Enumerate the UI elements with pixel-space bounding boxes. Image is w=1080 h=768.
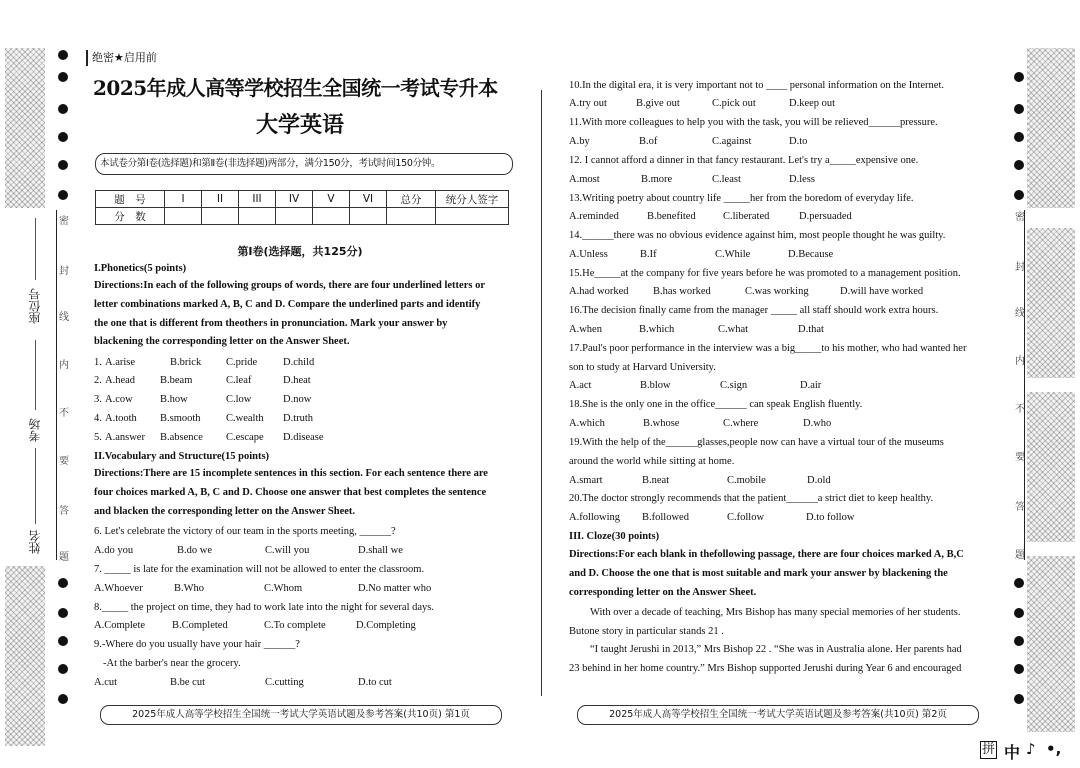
option[interactable]: B.how (160, 394, 188, 405)
score-cell[interactable] (239, 208, 276, 225)
page-subtitle: 大学英语 (255, 112, 344, 138)
question-stem: 13.Writing poetry about country life _____her from the boredom of everyday life. (569, 193, 914, 204)
option[interactable]: A.had worked (569, 286, 629, 297)
option[interactable]: D.heat (283, 375, 311, 386)
option[interactable]: A.arise (105, 357, 136, 368)
score-header-item: V (313, 191, 350, 208)
section1-directions-line: the one that is different from theothers in pronunciation. Mark your answer by (94, 317, 448, 329)
section1-title: I.Phonetics(5 points) (94, 263, 187, 274)
option[interactable]: B.be cut (170, 677, 205, 688)
option[interactable]: B.more (641, 174, 673, 185)
option[interactable]: C.While (715, 249, 751, 260)
option[interactable]: C.will you (265, 545, 310, 556)
option[interactable]: C.leaf (226, 375, 252, 386)
binding-hole (58, 160, 68, 170)
option[interactable]: B.has worked (653, 286, 711, 297)
question-stem: 17.Paul's poor performance in the interview was a big_____to his mother, who had wanted her (569, 343, 967, 354)
option[interactable]: C.least (712, 174, 741, 185)
option[interactable]: A.act (569, 380, 592, 391)
ime-chinese-mode-icon[interactable]: 中 (1004, 743, 1021, 762)
left-seal-char: 内 (59, 360, 69, 371)
score-cell[interactable] (276, 208, 313, 225)
right-seal-char: 封 (1015, 262, 1025, 273)
question-number: 5. (94, 432, 102, 443)
question-stem: 18.She is the only one in the office______ can speak English fluently. (569, 399, 863, 410)
column-divider (541, 90, 542, 696)
q8-options (94, 619, 514, 633)
score-header-item: 总分 (387, 191, 436, 208)
question-stem: 19.With the help of the______glasses,people now can have a virtual tour of the museums (569, 437, 944, 448)
option[interactable]: B.Who (174, 583, 205, 594)
binding-hole (58, 694, 68, 704)
option[interactable]: C.follow (727, 512, 765, 523)
score-header-item: IV (276, 191, 313, 208)
option[interactable]: C.Whom (264, 583, 303, 594)
option[interactable]: D.Completing (356, 620, 416, 631)
right-hatch-lower (1027, 392, 1075, 542)
binding-hole (58, 636, 68, 646)
option[interactable]: C.low (226, 394, 252, 405)
right-hatch-upper (1027, 228, 1075, 378)
score-header-item: 统分人签字 (436, 191, 509, 208)
q9-options (94, 676, 514, 690)
q10-options (569, 97, 989, 111)
option[interactable]: A.answer (105, 432, 145, 443)
option[interactable]: C.against (712, 136, 752, 147)
section2-directions-line: Directions:There are 15 incomplete sentences in this section. For each sentence there are (94, 468, 488, 479)
option[interactable]: A.smart (569, 475, 603, 486)
binding-hole (58, 190, 68, 200)
right-seal-char: 答 (1015, 502, 1025, 513)
left-seal-char: 封 (59, 266, 69, 277)
name-label: 姓名 (28, 530, 42, 554)
binding-hole (58, 50, 68, 60)
question-number: 3. (94, 394, 102, 405)
q7-options (94, 582, 514, 596)
exam-notice: 本试卷分第Ⅰ卷(选择题)和第Ⅱ卷(非选择题)两部分，满分150分，考试时间150分钟。 (100, 158, 441, 169)
option[interactable]: B.benefited (647, 211, 696, 222)
ime-toolbar[interactable] (978, 738, 1078, 764)
option[interactable]: D.who (803, 418, 832, 429)
section2-directions (94, 465, 511, 521)
option[interactable]: D.persuaded (799, 211, 852, 222)
section1-directions (94, 277, 511, 352)
option[interactable]: B.Completed (172, 620, 228, 631)
right-hatch-bottom (1027, 556, 1075, 732)
option[interactable]: C.To complete (264, 620, 326, 631)
section3-directions-line: Directions:For each blank in thefollowing passage, there are four choices marked A, B,C (569, 549, 964, 560)
binding-hole (1014, 72, 1024, 82)
passage-line: Butone story in particular stands 21 . (569, 626, 724, 637)
question-number: 4. (94, 413, 102, 424)
option[interactable]: C.mobile (727, 475, 766, 486)
question-number: 2. (94, 375, 102, 386)
option[interactable]: C.where (723, 418, 759, 429)
option[interactable]: C.was working (745, 286, 809, 297)
option[interactable]: A.by (569, 136, 590, 147)
question-stem: 12. I cannot afford a dinner in that fancy restaurant. Let's try a_____expensive one. (569, 155, 919, 166)
q20-options (569, 511, 989, 525)
option[interactable]: C.pick out (712, 98, 756, 109)
question-stem: 14.______there was no obvious evidence against him, most people thought he was guilty. (569, 230, 946, 241)
section2-directions-line: and blacken the corresponding letter on the Answer Sheet. (94, 505, 356, 517)
q14-options (569, 248, 989, 262)
right-seal-char: 题 (1015, 550, 1025, 561)
option[interactable]: C.pride (226, 357, 258, 368)
option[interactable]: B.give out (636, 98, 680, 109)
option[interactable]: C.liberated (723, 211, 770, 222)
q18-options (569, 417, 989, 431)
option[interactable]: D.air (800, 380, 822, 391)
q16-options (569, 323, 989, 337)
q17-options (569, 379, 989, 393)
binding-hole (1014, 578, 1024, 588)
option[interactable]: A.Unless (569, 249, 608, 260)
section3-title: III. Cloze(30 points) (569, 531, 660, 542)
option[interactable]: A.try out (569, 98, 607, 109)
exam-room-label: 考场 (28, 418, 42, 442)
option[interactable]: D.shall we (358, 545, 403, 556)
ime-punctuation-icon[interactable]: •, (1046, 740, 1062, 758)
option[interactable]: B.which (639, 324, 675, 335)
option[interactable]: A.tooth (105, 413, 137, 424)
option[interactable]: D.old (807, 475, 831, 486)
option[interactable]: B.of (639, 136, 658, 147)
section2-title: II.Vocabulary and Structure(15 points) (94, 451, 270, 462)
score-header-item: 题 号 (96, 191, 165, 208)
binding-hole (1014, 664, 1024, 674)
option[interactable]: A.Whoever (94, 583, 143, 594)
phonetics-q3 (94, 393, 514, 407)
q11-options (569, 135, 989, 149)
option[interactable]: A.which (569, 418, 605, 429)
option[interactable]: A.do you (94, 545, 134, 556)
binding-hole (58, 608, 68, 618)
passage-line: “I taught Jerushi in 2013,” Mrs Bishop 22 . “She was in Australia alone. Her parents had (590, 644, 962, 655)
question-stem: 11.With more colleagues to help you with the task, you will be relieved______pressure. (569, 117, 938, 128)
page-title: 2025年成人高等学校招生全国统一考试专升本 (93, 76, 498, 100)
ime-moon-icon[interactable]: ♪ (1026, 740, 1036, 758)
option[interactable]: D.disease (283, 432, 324, 443)
section1-directions-line: letter combinations marked A, B, C and D. Compare the underlined parts and identify (94, 298, 481, 310)
question-stem-cont: around the world while sitting at home. (569, 456, 735, 467)
exam-room-line (35, 340, 36, 410)
option[interactable]: D.will have worked (840, 286, 924, 297)
left-seal-char: 答 (59, 506, 69, 517)
option[interactable]: A.cut (94, 677, 118, 688)
question-stem: 7. _____ is late for the examination will not be allowed to enter the classroom. (94, 564, 425, 575)
option[interactable]: D.to follow (806, 512, 855, 523)
question-stem: 9.-Where do you usually have your hair ______? (94, 639, 300, 650)
passage-line: 23 behind in her home country.” Mrs Bishop supported Jerushi during Year 6 and encouraged (569, 663, 962, 674)
question-stem: 20.The doctor strongly recommends that the patient______a strict diet to keep healthy. (569, 493, 934, 504)
phonetics-q4 (94, 412, 514, 426)
option[interactable]: A.reminded (569, 211, 619, 222)
q15-options (569, 285, 989, 299)
option[interactable]: A.Complete (94, 620, 146, 631)
option[interactable]: B.neat (642, 475, 670, 486)
q6-options (94, 544, 514, 558)
score-cell[interactable] (436, 208, 509, 225)
binding-hole (58, 664, 68, 674)
binding-hole (1014, 636, 1024, 646)
phonetics-q5 (94, 431, 514, 445)
option[interactable]: B.whose (643, 418, 680, 429)
name-line (35, 448, 36, 524)
score-header-item: III (239, 191, 276, 208)
q13-options (569, 210, 989, 224)
phonetics-q2 (94, 374, 514, 388)
binding-hole (1014, 160, 1024, 170)
right-seal-char: 线 (1015, 308, 1025, 319)
option[interactable]: B.beam (160, 375, 193, 386)
option[interactable]: B.brick (170, 357, 202, 368)
option[interactable]: C.wealth (226, 413, 264, 424)
section3-directions-line: corresponding letter on the Answer Sheet. (569, 586, 757, 598)
binding-hole (58, 72, 68, 82)
left-seal-char: 要 (59, 456, 69, 467)
score-cell[interactable] (350, 208, 387, 225)
footer-right: 2025年成人高等学校招生全国统一考试大学英语试题及参考答案(共10页) 第2页 (577, 705, 979, 725)
option[interactable]: B.blow (640, 380, 671, 391)
score-cell[interactable] (387, 208, 436, 225)
score-row-label: 分 数 (96, 208, 165, 225)
option[interactable]: D.child (283, 357, 315, 368)
binding-hole (1014, 132, 1024, 142)
option[interactable]: A.following (569, 512, 621, 523)
right-hatch-top (1027, 48, 1075, 208)
option[interactable]: D.to (789, 136, 808, 147)
question-stem: 10.In the digital era, it is very important not to ____ personal information on the Internet. (569, 80, 944, 91)
score-cell[interactable] (202, 208, 239, 225)
secret-marker (86, 50, 88, 66)
left-seal-char: 不 (59, 408, 69, 419)
question-number: 1. (94, 357, 102, 368)
option[interactable]: D.No matter who (358, 583, 432, 594)
score-header-item: VI (350, 191, 387, 208)
option[interactable]: A.cow (105, 394, 133, 405)
option[interactable]: A.head (105, 375, 136, 386)
phonetics-q1 (94, 356, 514, 370)
option[interactable]: B.If (640, 249, 657, 260)
section1-directions-line: blackening the corresponding letter on the Answer Sheet. (94, 336, 350, 348)
question-stem: 8._____ the project on time, they had to work late into the night for several days. (94, 602, 434, 613)
left-seal-char: 题 (59, 552, 69, 563)
score-header-item: II (202, 191, 239, 208)
option[interactable]: C.cutting (265, 677, 304, 688)
section2-directions-line: four choices marked A, B, C and D. Choose one answer that best completes the sentence (94, 486, 487, 498)
left-seal-char: 密 (59, 216, 69, 227)
score-header-item: I (165, 191, 202, 208)
right-seal-char: 密 (1015, 212, 1025, 223)
option[interactable]: C.sign (720, 380, 748, 391)
q12-options (569, 173, 989, 187)
left-seal-char: 线 (59, 312, 69, 323)
section3-directions (569, 546, 981, 602)
option[interactable]: D.keep out (789, 98, 836, 109)
binding-hole (1014, 190, 1024, 200)
score-cell[interactable] (165, 208, 202, 225)
option[interactable]: D.that (798, 324, 824, 335)
section3-directions-line: and D. Choose the one that is most suitable and mark your answer by blackening the (569, 567, 948, 579)
option[interactable]: A.most (569, 174, 600, 185)
option[interactable]: D.truth (283, 413, 314, 424)
section1-directions-line: Directions:In each of the following groups of words, there are four underlined letters or (94, 280, 485, 291)
q19-options (569, 474, 989, 488)
option[interactable]: B.absence (160, 432, 203, 443)
score-cell[interactable] (313, 208, 350, 225)
option[interactable]: A.when (569, 324, 602, 335)
binding-hole (58, 578, 68, 588)
option[interactable]: B.do we (177, 545, 212, 556)
seat-number-label: 座位号 (28, 288, 42, 324)
option[interactable]: C.escape (226, 432, 264, 443)
question-stem: 15.He_____at the company for five years before he was promoted to a management position. (569, 268, 961, 279)
secret-label: 绝密★启用前 (92, 51, 157, 64)
binding-hole (1014, 104, 1024, 114)
option[interactable]: B.smooth (160, 413, 201, 424)
right-seal-char: 要 (1015, 452, 1025, 463)
binding-hole (1014, 694, 1024, 704)
question-stem: 6. Let's celebrate the victory of our team in the sports meeting, ______? (94, 526, 396, 537)
question-stem: 16.The decision finally came from the manager _____ all staff should work extra hours. (569, 305, 939, 316)
option[interactable]: B.followed (642, 512, 689, 523)
option[interactable]: D.Because (788, 249, 834, 260)
part1-heading: 第Ⅰ卷(选择题，共125分) (237, 245, 363, 258)
option[interactable]: D.to cut (358, 677, 392, 688)
right-seal-char: 不 (1015, 404, 1025, 415)
option[interactable]: C.what (718, 324, 749, 335)
passage-line: With over a decade of teaching, Mrs Bishop has many special memories of her students. (590, 607, 961, 618)
ime-pinyin-icon[interactable]: 拼 (982, 742, 996, 757)
right-seal-char: 内 (1015, 356, 1025, 367)
score-table (95, 190, 509, 225)
binding-hole (1014, 608, 1024, 618)
question-stem-cont: -At the barber's near the grocery. (103, 658, 241, 669)
left-hatch-bottom (5, 566, 45, 746)
option[interactable]: D.less (789, 174, 815, 185)
footer-left: 2025年成人高等学校招生全国统一考试大学英语试题及参考答案(共10页) 第1页 (100, 705, 502, 725)
question-stem-cont: son to study at Harvard University. (569, 362, 716, 373)
option[interactable]: D.now (283, 394, 312, 405)
